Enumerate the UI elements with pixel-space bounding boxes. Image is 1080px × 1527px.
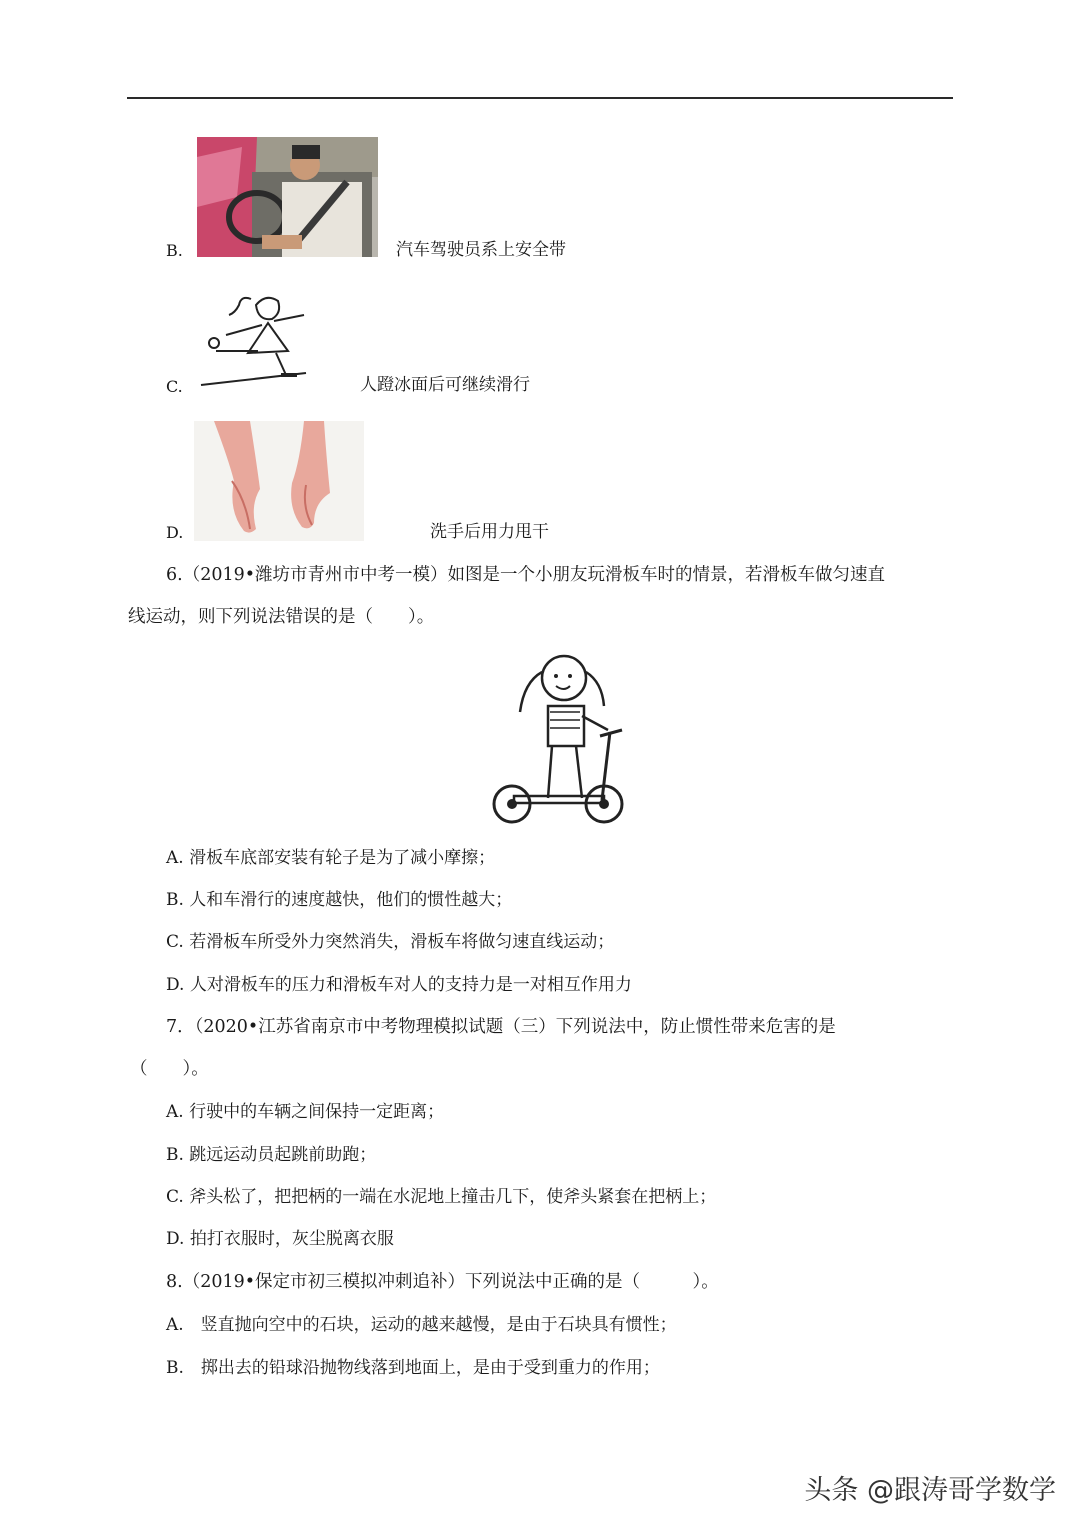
q6-stem-line2: 线运动，则下列说法错误的是（ ）。 — [128, 607, 435, 627]
option-b-letter: B. — [166, 241, 183, 260]
q7-option-c: C. 斧头松了，把把柄的一端在水泥地上撞击几下，使斧头紧套在把柄上； — [166, 1187, 717, 1207]
q6-option-d: D. 人对滑板车的压力和滑板车对人的支持力是一对相互作用力 — [166, 975, 632, 995]
q6-option-b: B. 人和车滑行的速度越快，他们的惯性越大； — [166, 890, 513, 910]
wet-hands-photo — [194, 421, 364, 541]
girl-scooter-drawing — [490, 650, 626, 828]
option-b-text: 汽车驾驶员系上安全带 — [396, 240, 566, 260]
q7-option-a: A. 行驶中的车辆之间保持一定距离； — [166, 1102, 445, 1122]
driver-seatbelt-photo — [197, 137, 378, 257]
q6-stem-line1: 6.（2019•潍坊市青州市中考一模）如图是一个小朋友玩滑板车时的情景，若滑板车做匀速直 — [166, 565, 886, 585]
watermark: 头条 @跟涛哥学数学 — [804, 1475, 1056, 1506]
ice-skater-drawing — [196, 285, 344, 390]
q7-option-b: B. 跳远运动员起跳前助跑； — [166, 1145, 377, 1165]
q8-option-b: B. 掷出去的铅球沿抛物线落到地面上，是由于受到重力的作用； — [166, 1358, 660, 1378]
header-rule — [127, 97, 953, 99]
q7-stem-line2: （ ）。 — [130, 1059, 209, 1079]
q8-option-a: A. 竖直抛向空中的石块，运动的越来越慢，是由于石块具有惯性； — [166, 1315, 677, 1335]
q8-stem-line1: 8.（2019•保定市初三模拟冲刺追补）下列说法中正确的是（ ）。 — [166, 1272, 719, 1292]
option-c-letter: C. — [166, 377, 183, 396]
q7-option-d: D. 拍打衣服时，灰尘脱离衣服 — [166, 1229, 394, 1249]
option-d-letter: D. — [166, 523, 184, 542]
q6-option-c: C. 若滑板车所受外力突然消失，滑板车将做匀速直线运动； — [166, 932, 615, 952]
q6-option-a: A. 滑板车底部安装有轮子是为了减小摩擦； — [166, 848, 496, 868]
q7-stem-line1: 7．（2020•江苏省南京市中考物理模拟试题（三）下列说法中，防止惯性带来危害的是 — [166, 1017, 836, 1037]
option-d-text: 洗手后用力甩干 — [430, 522, 549, 542]
option-c-text: 人蹬冰面后可继续滑行 — [360, 375, 530, 395]
